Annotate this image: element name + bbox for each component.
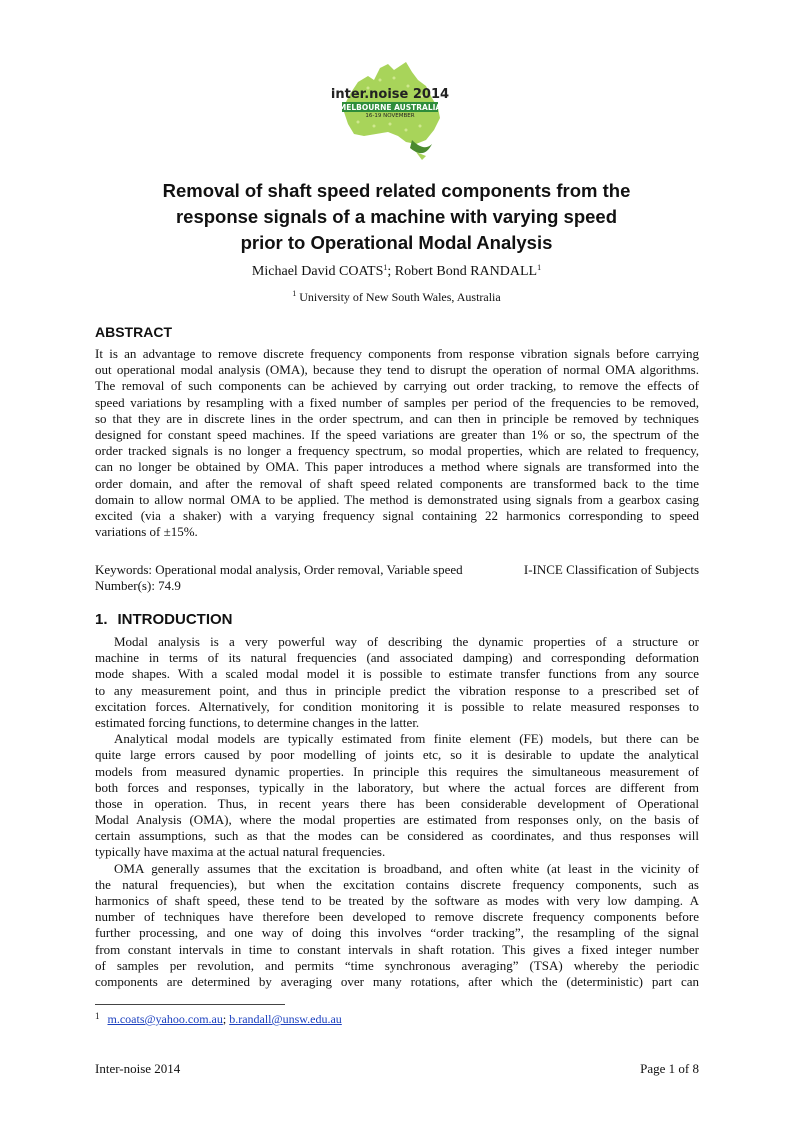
section-heading bbox=[95, 611, 233, 628]
abstract-body bbox=[95, 346, 699, 540]
section-number: 1. bbox=[95, 611, 108, 628]
abstract-line: order domain, and after the removal of shaft speed related components are transformed back to the time bbox=[95, 475, 699, 491]
footer-page-number: Page 1 of 8 bbox=[640, 1061, 699, 1076]
abstract-line: variations of ±15%. bbox=[95, 524, 198, 540]
introduction-line: Modal Analysis (OMA), where the modal properties are estimated from responses only, on the basis of bbox=[95, 812, 699, 828]
introduction-line: typically have maxima at the actual natural frequencies. bbox=[95, 844, 386, 860]
author-name: Michael David COATS bbox=[251, 264, 384, 279]
author-list bbox=[0, 264, 793, 280]
author-separator: ; bbox=[387, 264, 395, 279]
introduction-line: estimated forcing functions, to determine changes in the latter. bbox=[95, 714, 420, 730]
email-link[interactable]: m.coats@yahoo.com.au bbox=[107, 1012, 223, 1026]
australia-map-icon bbox=[328, 60, 452, 164]
introduction-line: mode shapes. With a scaled modal model it is possible to estimate transfer functions from any source bbox=[95, 666, 699, 682]
introduction-line: models from measured dynamic properties. In principle this requires the simultaneous measurement of bbox=[95, 763, 699, 779]
logo-subtitle: MELBOURNE AUSTRALIA bbox=[338, 103, 442, 112]
abstract-line: It is an advantage to remove discrete frequency components from response vibration signals before carrying bbox=[95, 346, 699, 361]
affiliation-mark: 1 bbox=[383, 263, 388, 272]
abstract-line: so that they are in discrete lines in the order spectrum, and can then in principle be removed by techniques bbox=[95, 410, 699, 426]
introduction-line: quite large errors caused by poor modelling of joints etc, so it is desirable to update the analytical bbox=[95, 747, 699, 763]
footnote-divider bbox=[95, 1004, 285, 1005]
affiliation-text: University of New South Wales, Australia bbox=[296, 290, 501, 304]
abstract-line: order tracked signals is no longer a frequency spectrum, so modal properties, which are related to frequency, bbox=[95, 443, 699, 459]
conference-logo bbox=[328, 60, 452, 164]
footer-conference: Inter-noise 2014 bbox=[95, 1061, 181, 1076]
logo-dates: 16-19 NOVEMBER bbox=[365, 113, 415, 119]
introduction-line: from constant intervals in time to constant intervals in shaft rotation. This gives a fixed integer number bbox=[95, 941, 699, 957]
title-line: Removal of shaft speed related components from the bbox=[162, 180, 631, 201]
affiliation bbox=[0, 290, 793, 305]
introduction-line: certain assumptions, such as that the modes can be considered as coordinates, and thus responses will bbox=[95, 828, 699, 844]
abstract-line: can no longer be obtained by OMA. This paper introduces a method where signals are transformed into the bbox=[95, 459, 699, 475]
section-title: INTRODUCTION bbox=[117, 611, 233, 628]
introduction-line: of samples per revolution, and permits “time synchronous averaging” (TSA) whereby the periodic bbox=[95, 957, 699, 973]
introduction-line: machine in terms of its natural frequencies (and associated damping) and corresponding deformation bbox=[95, 650, 699, 666]
footnote bbox=[95, 1011, 342, 1027]
affiliation-mark: 1 bbox=[537, 263, 542, 272]
introduction-line: number of techniques have therefore been developed to remove discrete frequency components before bbox=[95, 909, 699, 925]
affiliation-mark: 1 bbox=[292, 289, 297, 298]
author-name: Robert Bond RANDALL bbox=[394, 264, 538, 279]
abstract-line: excited (via a shaker) with a varying frequency signal containing 22 harmonics corresponding to speed bbox=[95, 507, 699, 523]
footnote-mark: 1 bbox=[95, 1011, 100, 1021]
introduction-line: harmonics of shaft speed, these tend to be treated by the software as modes with very low damping. A bbox=[95, 893, 699, 908]
abstract-line: domain to allow normal OMA to be applied. The method is demonstrated using signals from a gearbox casing bbox=[95, 491, 699, 507]
classification-text: I-INCE Classification of Subjects bbox=[523, 562, 699, 577]
keywords-block bbox=[95, 562, 699, 594]
introduction-line: OMA generally assumes that the excitation is broadband, and often white (at least in the vicinity of bbox=[114, 860, 699, 876]
keywords-text: Keywords: Operational modal analysis, Order removal, Variable speed bbox=[95, 562, 463, 577]
classification-number: Number(s): 74.9 bbox=[95, 578, 181, 594]
introduction-line: the natural frequencies), but when the excitation contains discrete frequency components, such as bbox=[95, 876, 699, 892]
introduction-line: to any measurement point, and thus in principle predict the vibration response to a prescribed set of bbox=[95, 682, 699, 698]
introduction-line: components are determined by averaging over many rotations, after which the (deterministic) part can bbox=[95, 973, 699, 989]
footnote-separator: ; bbox=[222, 1012, 230, 1026]
title-line: response signals of a machine with varying speed bbox=[175, 206, 618, 227]
introduction-line: excitation forces. Alternatively, for condition monitoring it is possible to relate measured responses to bbox=[95, 698, 699, 714]
abstract-heading: ABSTRACT bbox=[95, 324, 172, 340]
introduction-line: those in operation. Thus, in recent years there has been considerable development of Operational bbox=[95, 795, 699, 811]
abstract-line: out operational modal analysis (OMA), because they tend to disrupt the operation of normal OMA algorithms. bbox=[95, 362, 699, 378]
logo-title: inter.noise 2014 bbox=[330, 87, 450, 102]
introduction-line: Analytical modal models are typically estimated from finite element (FE) models, but there can be bbox=[114, 731, 699, 747]
introduction-line: both forces and responses, typically in the laboratory, but where the actual forces are different from bbox=[95, 779, 699, 795]
introduction-line: Modal analysis is a very powerful way of describing the dynamic properties of a structure or bbox=[114, 634, 699, 649]
abstract-line: The removal of such components can be achieved by carrying out order tracking, to remove the effects of bbox=[95, 378, 699, 394]
title-line: prior to Operational Modal Analysis bbox=[240, 232, 553, 253]
introduction-line: further processing, and one way of doing this involves “order tracking”, the resampling of the signal bbox=[95, 925, 699, 941]
email-link[interactable]: b.randall@unsw.edu.au bbox=[229, 1012, 342, 1026]
abstract-line: speed variations by resampling with a fixed number of samples per period of the frequencies to be removed, bbox=[95, 394, 699, 410]
paper-title bbox=[100, 178, 693, 256]
abstract-line: designed for constant speed machines. If the speed variations are greater than 1% or so, the spectrum of the bbox=[95, 426, 699, 442]
introduction-body bbox=[95, 634, 699, 990]
